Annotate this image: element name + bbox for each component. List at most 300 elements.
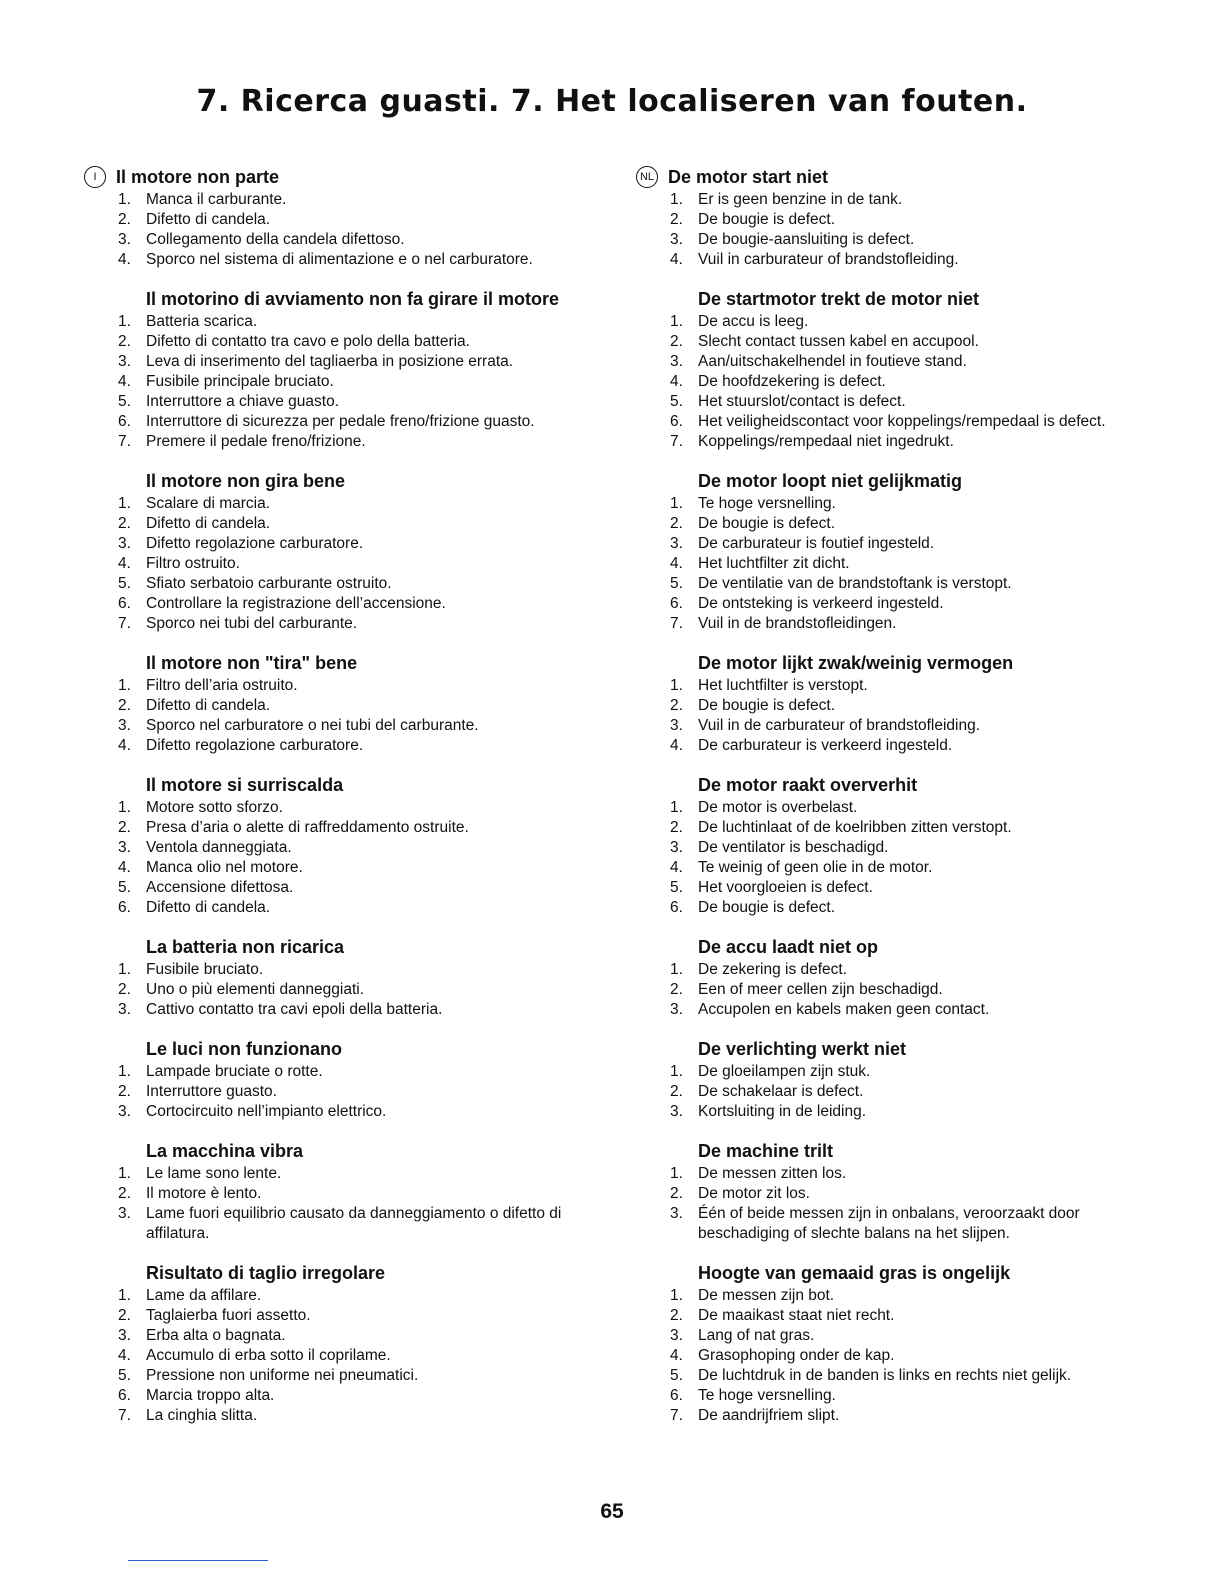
trouble-section	[660, 468, 1160, 634]
trouble-section	[660, 934, 1160, 1020]
section-header	[108, 772, 608, 798]
item-text: De zekering is defect.	[698, 961, 848, 978]
cause-list	[660, 676, 1160, 756]
list-item	[660, 878, 1160, 898]
list-item	[660, 594, 1160, 614]
list-item	[108, 696, 608, 716]
trouble-section	[108, 934, 608, 1020]
list-item	[660, 818, 1160, 838]
list-item	[108, 514, 608, 534]
list-item	[108, 1366, 608, 1386]
item-text: Sporco nei tubi del carburante.	[146, 615, 358, 632]
list-item	[108, 614, 608, 634]
item-number: 5.	[118, 1367, 131, 1384]
language-badge-icon: NL	[636, 166, 658, 188]
item-number: 3.	[670, 1001, 683, 1018]
section-title: Il motore non "tira" bene	[146, 652, 358, 673]
item-number: 1.	[670, 495, 683, 512]
item-text: Presa d’aria o alette di raffreddamento ostruite.	[146, 819, 469, 836]
item-number: 2.	[670, 1083, 683, 1100]
list-item	[660, 574, 1160, 594]
list-item	[660, 614, 1160, 634]
list-item	[660, 534, 1160, 554]
list-item	[660, 898, 1160, 918]
list-item	[660, 1000, 1160, 1020]
item-text: Accupolen en kabels maken geen contact.	[698, 1001, 990, 1018]
item-number: 3.	[118, 839, 131, 856]
item-text: Manca il carburante.	[146, 191, 287, 208]
item-number: 4.	[670, 737, 683, 754]
item-text: La cinghia slitta.	[146, 1407, 258, 1424]
item-number: 3.	[118, 1205, 131, 1222]
section-header	[108, 1036, 608, 1062]
list-item	[660, 210, 1160, 230]
item-text: Lang of nat gras.	[698, 1327, 815, 1344]
footer-rule	[128, 1560, 268, 1561]
item-text: De ontsteking is verkeerd ingesteld.	[698, 595, 944, 612]
item-text: De accu is leeg.	[698, 313, 809, 330]
item-text: Filtro ostruito.	[146, 555, 240, 572]
item-text: Te weinig of geen olie in de motor.	[698, 859, 933, 876]
item-text: Il motore è lento.	[146, 1185, 262, 1202]
item-text: Het veiligheidscontact voor koppelings/rempedaal is defect.	[698, 413, 1106, 430]
item-text: Interruttore a chiave guasto.	[146, 393, 340, 410]
dutch-column	[639, 164, 1160, 1442]
item-text: Taglaierba fuori assetto.	[146, 1307, 311, 1324]
item-number: 2.	[670, 697, 683, 714]
item-number: 3.	[118, 1001, 131, 1018]
section-title: De startmotor trekt de motor niet	[698, 288, 980, 309]
cause-list	[108, 1062, 608, 1122]
list-item	[108, 1204, 608, 1244]
italian-column	[93, 164, 608, 1442]
trouble-section	[108, 286, 608, 452]
list-item	[108, 878, 608, 898]
item-number: 1.	[670, 191, 683, 208]
section-title: La batteria non ricarica	[146, 936, 345, 957]
section-title: De verlichting werkt niet	[698, 1038, 907, 1059]
item-text: Uno o più elementi danneggiati.	[146, 981, 365, 998]
item-number: 3.	[118, 353, 131, 370]
trouble-section	[93, 164, 608, 270]
item-number: 4.	[118, 373, 131, 390]
item-text: Le lame sono lente.	[146, 1165, 282, 1182]
item-number: 2.	[670, 1307, 683, 1324]
list-item	[108, 980, 608, 1000]
list-item	[108, 1164, 608, 1184]
section-header	[108, 468, 608, 494]
list-item	[660, 312, 1160, 332]
item-number: 7.	[118, 1407, 131, 1424]
item-text: Pressione non uniforme nei pneumatici.	[146, 1367, 419, 1384]
item-text: Motore sotto sforzo.	[146, 799, 283, 816]
trouble-section	[108, 468, 608, 634]
item-text: De hoofdzekering is defect.	[698, 373, 886, 390]
item-text: Leva di inserimento del tagliaerba in posizione errata.	[146, 353, 514, 370]
item-text: Premere il pedale freno/frizione.	[146, 433, 366, 450]
list-item	[108, 898, 608, 918]
item-number: 6.	[670, 1387, 683, 1404]
item-text: Één of beide messen zijn in onbalans, veroorzaakt door beschadiging of slechte balans na het slijpen.	[698, 1205, 1080, 1242]
section-header	[108, 286, 608, 312]
list-item	[660, 494, 1160, 514]
section-title: Il motore non gira bene	[146, 470, 346, 491]
item-text: Difetto di candela.	[146, 211, 271, 228]
item-number: 3.	[670, 1327, 683, 1344]
item-number: 4.	[118, 1347, 131, 1364]
item-text: Cortocircuito nell’impianto elettrico.	[146, 1103, 387, 1120]
item-number: 4.	[118, 251, 131, 268]
trouble-section	[660, 1036, 1160, 1122]
item-number: 1.	[118, 1287, 131, 1304]
item-text: Cattivo contatto tra cavi epoli della batteria.	[146, 1001, 443, 1018]
list-item	[108, 736, 608, 756]
item-text: De aandrijfriem slipt.	[698, 1407, 840, 1424]
list-item	[660, 372, 1160, 392]
list-item	[660, 676, 1160, 696]
section-title: Le luci non funzionano	[146, 1038, 342, 1059]
item-text: Er is geen benzine in de tank.	[698, 191, 903, 208]
item-number: 2.	[670, 211, 683, 228]
item-number: 2.	[118, 1307, 131, 1324]
item-number: 1.	[670, 961, 683, 978]
item-number: 7.	[670, 1407, 683, 1424]
item-number: 3.	[118, 1103, 131, 1120]
item-number: 1.	[670, 1165, 683, 1182]
list-item	[108, 594, 608, 614]
item-number: 3.	[670, 353, 683, 370]
item-number: 1.	[670, 1287, 683, 1304]
item-number: 7.	[118, 615, 131, 632]
item-number: 2.	[670, 333, 683, 350]
item-number: 5.	[118, 575, 131, 592]
list-item	[660, 432, 1160, 452]
list-item	[660, 838, 1160, 858]
list-item	[660, 352, 1160, 372]
list-item	[108, 1326, 608, 1346]
list-item	[660, 1286, 1160, 1306]
list-item	[108, 1184, 608, 1204]
item-text: De messen zijn bot.	[698, 1287, 835, 1304]
item-number: 4.	[670, 1347, 683, 1364]
section-title: Il motore si surriscalda	[146, 774, 344, 795]
list-item	[108, 554, 608, 574]
item-text: Difetto di contatto tra cavo e polo della batteria.	[146, 333, 470, 350]
item-number: 3.	[670, 839, 683, 856]
list-item	[108, 1306, 608, 1326]
item-text: Sfiato serbatoio carburante ostruito.	[146, 575, 392, 592]
list-item	[660, 696, 1160, 716]
cause-list	[108, 798, 608, 918]
item-number: 2.	[118, 211, 131, 228]
item-text: Marcia troppo alta.	[146, 1387, 275, 1404]
section-title: La macchina vibra	[146, 1140, 304, 1161]
item-text: De bougie-aansluiting is defect.	[698, 231, 915, 248]
item-text: Interruttore guasto.	[146, 1083, 277, 1100]
cause-list	[108, 312, 608, 452]
section-title: De machine trilt	[698, 1140, 834, 1161]
item-text: Te hoge versnelling.	[698, 1387, 836, 1404]
trouble-section	[108, 1138, 608, 1244]
item-number: 6.	[118, 1387, 131, 1404]
item-text: De bougie is defect.	[698, 899, 836, 916]
item-number: 1.	[670, 677, 683, 694]
trouble-section	[108, 772, 608, 918]
page-title: 7. Ricerca guasti. 7. Het localiseren van fouten.	[196, 84, 1028, 119]
list-item	[108, 250, 608, 270]
list-item	[660, 858, 1160, 878]
item-number: 2.	[118, 819, 131, 836]
item-text: Collegamento della candela difettoso.	[146, 231, 405, 248]
item-text: Difetto regolazione carburatore.	[146, 535, 364, 552]
item-text: De gloeilampen zijn stuk.	[698, 1063, 871, 1080]
trouble-section	[660, 772, 1160, 918]
item-number: 1.	[670, 313, 683, 330]
section-header	[108, 1138, 608, 1164]
list-item	[108, 392, 608, 412]
item-text: De maaikast staat niet recht.	[698, 1307, 895, 1324]
list-item	[660, 1082, 1160, 1102]
item-text: Een of meer cellen zijn beschadigd.	[698, 981, 943, 998]
section-header	[108, 650, 608, 676]
item-number: 2.	[118, 981, 131, 998]
item-text: Erba alta o bagnata.	[146, 1327, 286, 1344]
language-badge-icon: I	[84, 166, 106, 188]
section-title: De motor start niet	[668, 166, 829, 187]
item-number: 3.	[670, 535, 683, 552]
item-number: 7.	[118, 433, 131, 450]
list-item	[108, 352, 608, 372]
list-item	[108, 1386, 608, 1406]
list-item	[660, 1204, 1160, 1244]
item-number: 2.	[670, 819, 683, 836]
item-number: 4.	[118, 555, 131, 572]
item-number: 4.	[670, 859, 683, 876]
item-number: 3.	[670, 717, 683, 734]
item-text: De schakelaar is defect.	[698, 1083, 864, 1100]
cause-list	[660, 798, 1160, 918]
item-number: 5.	[670, 1367, 683, 1384]
item-text: Lampade bruciate o rotte.	[146, 1063, 323, 1080]
list-item	[108, 1082, 608, 1102]
list-item	[660, 1326, 1160, 1346]
item-number: 3.	[670, 231, 683, 248]
list-item	[108, 534, 608, 554]
section-header	[660, 286, 1160, 312]
trouble-section	[108, 1036, 608, 1122]
item-number: 2.	[118, 697, 131, 714]
list-item	[660, 392, 1160, 412]
cause-list	[660, 312, 1160, 452]
list-item	[108, 1406, 608, 1426]
trouble-section	[660, 286, 1160, 452]
list-item	[108, 676, 608, 696]
item-text: Sporco nel sistema di alimentazione e o nel carburatore.	[146, 251, 533, 268]
item-text: Fusibile principale bruciato.	[146, 373, 334, 390]
item-number: 6.	[670, 595, 683, 612]
trouble-section	[108, 650, 608, 756]
trouble-section	[660, 1260, 1160, 1426]
cause-list	[108, 1286, 608, 1426]
page-number: 65	[600, 1500, 624, 1523]
list-item	[108, 1346, 608, 1366]
cause-list	[660, 1062, 1160, 1122]
item-text: De luchtinlaat of de koelribben zitten verstopt.	[698, 819, 1012, 836]
list-item	[660, 1346, 1160, 1366]
item-text: De bougie is defect.	[698, 697, 836, 714]
item-text: Scalare di marcia.	[146, 495, 271, 512]
item-number: 1.	[118, 191, 131, 208]
section-header	[660, 1260, 1160, 1286]
list-item	[108, 432, 608, 452]
item-number: 2.	[670, 981, 683, 998]
list-item	[108, 960, 608, 980]
item-number: 3.	[670, 1103, 683, 1120]
item-text: Kortsluiting in de leiding.	[698, 1103, 867, 1120]
item-text: Grasophoping onder de kap.	[698, 1347, 895, 1364]
list-item	[108, 494, 608, 514]
item-text: Te hoge versnelling.	[698, 495, 836, 512]
item-number: 5.	[118, 879, 131, 896]
item-number: 3.	[670, 1205, 683, 1222]
section-header	[93, 164, 608, 190]
list-item	[660, 980, 1160, 1000]
cause-list	[660, 1164, 1160, 1244]
list-item	[660, 554, 1160, 574]
item-number: 1.	[118, 1063, 131, 1080]
list-item	[660, 960, 1160, 980]
cause-list	[108, 190, 608, 270]
cause-list	[660, 190, 1160, 270]
item-number: 1.	[118, 961, 131, 978]
list-item	[108, 190, 608, 210]
item-text: De carburateur is verkeerd ingesteld.	[698, 737, 953, 754]
item-text: De ventilatie van de brandstoftank is verstopt.	[698, 575, 1012, 592]
section-title: Risultato di taglio irregolare	[146, 1262, 386, 1283]
item-number: 4.	[670, 555, 683, 572]
list-item	[660, 1102, 1160, 1122]
item-text: Lame da affilare.	[146, 1287, 262, 1304]
item-number: 6.	[118, 413, 131, 430]
item-text: De motor is overbelast.	[698, 799, 858, 816]
item-text: Accensione difettosa.	[146, 879, 294, 896]
item-number: 6.	[670, 413, 683, 430]
list-item	[660, 1366, 1160, 1386]
section-title: De motor loopt niet gelijkmatig	[698, 470, 963, 491]
item-number: 3.	[118, 1327, 131, 1344]
list-item	[660, 1386, 1160, 1406]
item-number: 7.	[670, 615, 683, 632]
item-number: 7.	[670, 433, 683, 450]
item-number: 4.	[670, 373, 683, 390]
item-number: 2.	[670, 515, 683, 532]
item-text: Difetto di candela.	[146, 515, 271, 532]
list-item	[660, 1062, 1160, 1082]
item-text: Fusibile bruciato.	[146, 961, 264, 978]
list-item	[108, 798, 608, 818]
trouble-section	[660, 1138, 1160, 1244]
item-text: De bougie is defect.	[698, 515, 836, 532]
item-text: Vuil in de brandstofleidingen.	[698, 615, 897, 632]
item-number: 4.	[670, 251, 683, 268]
list-item	[108, 1000, 608, 1020]
item-text: De ventilator is beschadigd.	[698, 839, 889, 856]
item-number: 4.	[118, 737, 131, 754]
trouble-section	[108, 1260, 608, 1426]
list-item	[108, 716, 608, 736]
item-number: 1.	[118, 799, 131, 816]
list-item	[108, 1062, 608, 1082]
item-number: 5.	[670, 879, 683, 896]
item-text: Accumulo di erba sotto il coprilame.	[146, 1347, 391, 1364]
item-number: 2.	[118, 1185, 131, 1202]
section-header	[660, 772, 1160, 798]
item-text: De bougie is defect.	[698, 211, 836, 228]
list-item	[660, 736, 1160, 756]
item-number: 3.	[118, 717, 131, 734]
item-text: De carburateur is foutief ingesteld.	[698, 535, 935, 552]
item-text: De motor zit los.	[698, 1185, 810, 1202]
list-item	[660, 1406, 1160, 1426]
item-text: Aan/uitschakelhendel in foutieve stand.	[698, 353, 967, 370]
item-number: 6.	[118, 595, 131, 612]
item-text: Interruttore di sicurezza per pedale freno/frizione guasto.	[146, 413, 535, 430]
section-header	[660, 1138, 1160, 1164]
item-number: 1.	[118, 495, 131, 512]
section-header	[660, 468, 1160, 494]
item-number: 3.	[118, 535, 131, 552]
list-item	[108, 312, 608, 332]
item-number: 4.	[118, 859, 131, 876]
list-item	[108, 210, 608, 230]
list-item	[108, 332, 608, 352]
item-number: 2.	[118, 333, 131, 350]
cause-list	[108, 1164, 608, 1244]
item-text: Vuil in de carburateur of brandstofleiding.	[698, 717, 981, 734]
item-number: 3.	[118, 231, 131, 248]
item-number: 2.	[118, 1083, 131, 1100]
list-item	[660, 514, 1160, 534]
item-text: De luchtdruk in de banden is links en rechts niet gelijk.	[698, 1367, 1072, 1384]
list-item	[108, 858, 608, 878]
list-item	[108, 1286, 608, 1306]
list-item	[660, 1306, 1160, 1326]
item-number: 5.	[670, 575, 683, 592]
item-text: Koppelings/rempedaal niet ingedrukt.	[698, 433, 954, 450]
section-header	[639, 164, 1160, 190]
item-text: Manca olio nel motore.	[146, 859, 303, 876]
cause-list	[108, 960, 608, 1020]
list-item	[660, 1164, 1160, 1184]
item-text: Het luchtfilter zit dicht.	[698, 555, 850, 572]
section-title: De motor lijkt zwak/weinig vermogen	[698, 652, 1014, 673]
list-item	[660, 798, 1160, 818]
section-header	[108, 934, 608, 960]
list-item	[660, 412, 1160, 432]
list-item	[108, 1102, 608, 1122]
list-item	[660, 716, 1160, 736]
cause-list	[660, 960, 1160, 1020]
item-text: De messen zitten los.	[698, 1165, 847, 1182]
cause-list	[108, 676, 608, 756]
cause-list	[660, 494, 1160, 634]
item-number: 6.	[118, 899, 131, 916]
item-number: 6.	[670, 899, 683, 916]
list-item	[108, 838, 608, 858]
item-text: Difetto di candela.	[146, 697, 271, 714]
item-text: Slecht contact tussen kabel en accupool.	[698, 333, 979, 350]
list-item	[660, 190, 1160, 210]
